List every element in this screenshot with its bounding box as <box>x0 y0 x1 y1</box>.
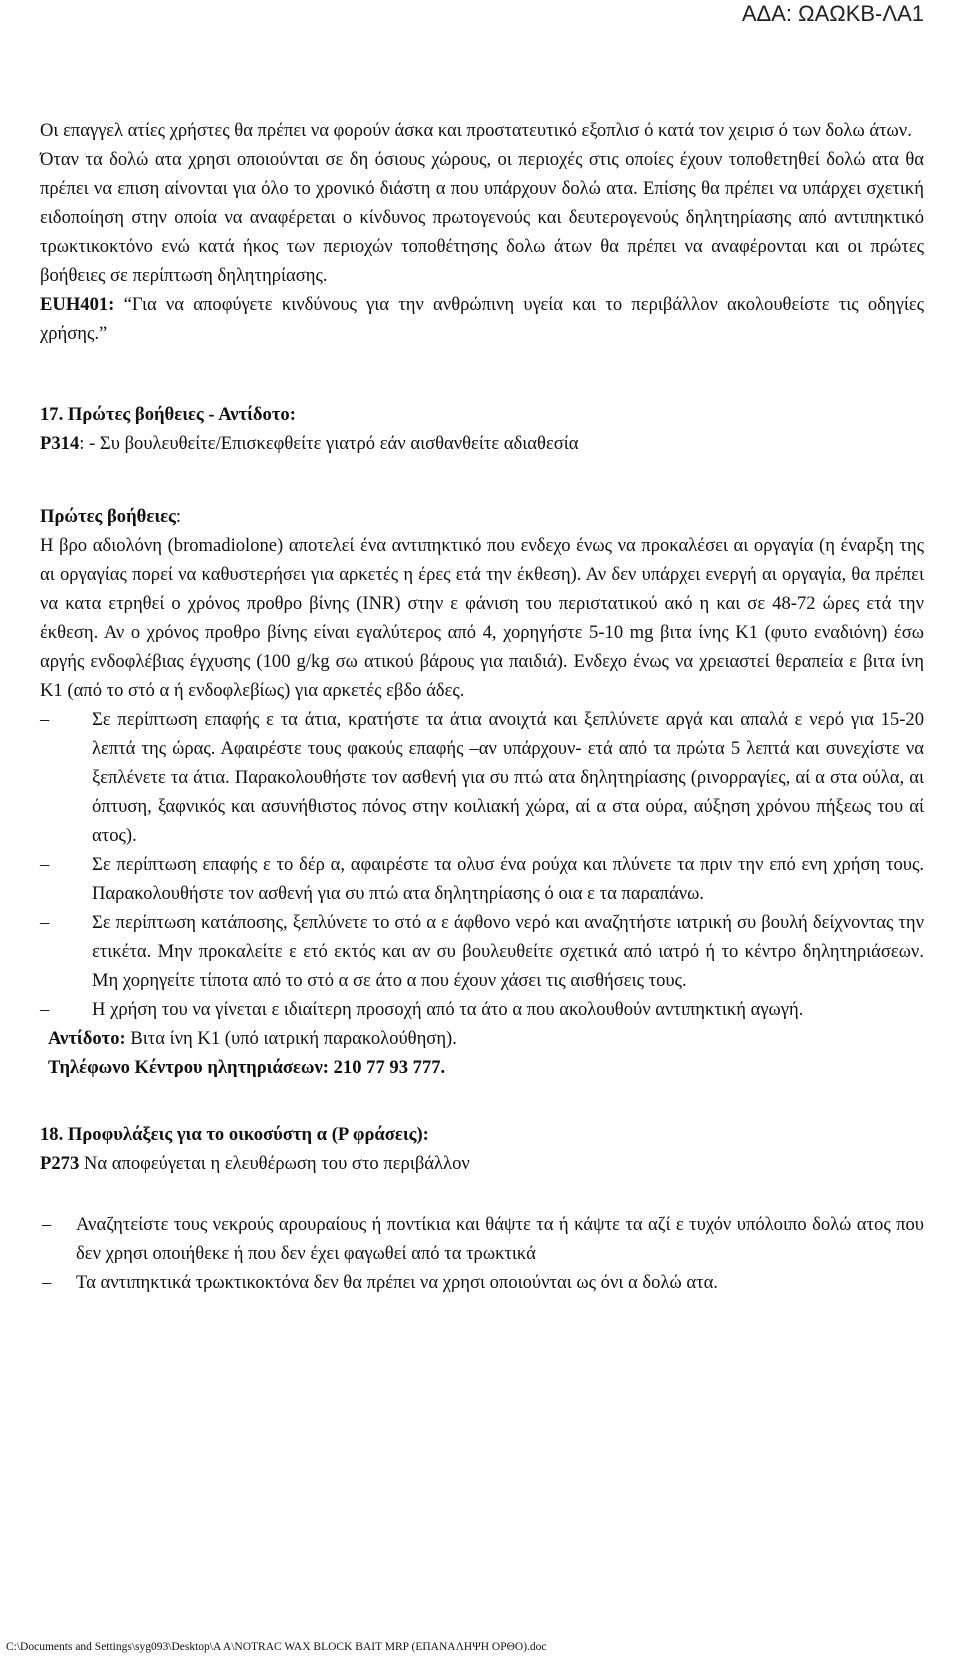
first-aid-text: Η βρο αδιολόνη (bromadiolone) αποτελεί ένα αντιπηκτικό που ενδεχο ένως να προκαλέσει αι οργαγία (η έναρξη της αι οργαγίας πορεί να καθυστερήσει για αρκετές η έρες ετά την έκθεση). Αν δεν υπάρχει ενεργή αι οργαγία, θα πρέπει να κατα ετρηθεί ο χρόνος προθρο βίνης (INR) στην ε φάνιση του περιστατικού ακό η και σε 48-72 ώρες ετά την έκθεση. Αν ο χρόνος προθρο βίνης είναι εγαλύτερος από 4, χορηγήστε 5-10 mg βιτα ίνης K1 (φυτο εναδιόνη) έσω αργής ενδοφλέβιας έγχυσης (100 g/kg σω ατικού βάρους για παιδιά). Ενδεχο ένως να χρειαστεί θεραπεία ε βιτα ίνη K1 (από το στό α ή ενδοφλεβίως) για αρκετές εβδο άδες. <box>40 535 924 701</box>
euh401-text: “Για να αποφύγετε κινδύνους για την ανθρώπινη υγεία και το περιβάλλον ακολουθείστε τις οδηγίες χρήσης.” <box>40 294 924 344</box>
file-path-footer: C:\Documents and Settings\syg093\Desktop\Α Α\NOTRAC WAX BLOCK BAIT MRP (ΕΠΑΝΑΛΗΨΗ ΟΡΘΟ).doc <box>6 1641 547 1653</box>
antidote-text: Βιτα ίνη Κ1 (υπό ιατρική παρακολούθηση). <box>125 1028 457 1049</box>
ada-header: ΑΔΑ: ΩΑΩΚΒ-ΛΑ1 <box>741 1 924 26</box>
list-item: – Σε περίπτωση επαφής ε τα άτια, κρατήστε τα άτια ανοιχτά και ξεπλύνετε αργά και απαλά ε νερό για 15-20 λεπτά της ώρας. Αφαιρέστε τους φακούς επαφής –αν υπάρχουν- ετά από τα πρώτα 5 λεπτά και συνεχίστε να ξεπλένετε τα άτια. Παρακολουθήστε τον ασθενή για συ πτώ ατα δηλητηρίασης (ρινορραγίες, αί α στα ούλα, αι όπτυση, ξαφνικός και ασυνήθιστος πόνος στην κοιλιακή χώρα, αί α στα ούρα, αύξηση χρόνου πήξεως του αί ατος). <box>40 705 924 850</box>
euh401-statement <box>40 290 924 348</box>
p314-statement <box>40 429 924 458</box>
section-18-title: 18. Προφυλάξεις για το οικοσύστη α (P φράσεις): <box>40 1124 429 1145</box>
p314-text: : - Συ βουλευθείτε/Επισκεφθείτε γιατρό εάν αισθανθείτε αδιαθεσία <box>79 433 579 454</box>
p273-text: Να αποφεύγεται η ελευθέρωση του στο περιβάλλον <box>79 1153 470 1174</box>
list-item: – Αναζητείστε τους νεκρούς αρουραίους ή ποντίκια και θάψτε τα ή κάψτε τα αζί ε τυχόν υπόλοιπο δολώ ατος που δεν χρησι οποιήθεκε ή που δεν έχει φαγωθεί από τα τρωκτικά <box>40 1210 924 1268</box>
section-17-title: 17. Πρώτες βοήθειες - Αντίδοτο: <box>40 404 296 425</box>
first-aid-list <box>40 705 924 1024</box>
intro-paragraph-2: Όταν τα δολώ ατα χρησι οποιούνται σε δη όσιους χώρους, οι περιοχές στις οποίες έχουν τοποθετηθεί δολώ ατα θα πρέπει να επιση αίνονται για όλο το χρονικό διάστη α που υπάρχουν δολώ ατα. Επίσης θα πρέπει να υπάρχει σχετική ειδοποίηση στην οποία να αναφέρεται ο κίνδυνος πρωτογενούς και δευτερογενούς δηλητηρίασης από αντιπηκτικό τρωκτικοκτόνο ενώ κατά ήκος των περιοχών τοποθέτησης δολω άτων θα πρέπει να αναφέρονται και οι πρώτες βοήθειες σε περίπτωση δηλητηρίασης. <box>40 149 924 286</box>
p273-code: P273 <box>40 1153 80 1174</box>
list-item: – Σε περίπτωση επαφής ε το δέρ α, αφαιρέστε τα ολυσ ένα ρούχα και πλύνετε τα πριν την επό ενη χρήση τους. Παρακολουθήστε τον ασθενή για συ πτώ ατα δηλητηρίασης ό οια ε τα παραπάνω. <box>40 850 924 908</box>
poison-center-phone: Τηλέφωνο Κέντρου ηλητηριάσεων: 210 77 93 777. <box>48 1057 446 1078</box>
list-item: – Τα αντιπηκτικά τρωκτικοκτόνα δεν θα πρέπει να χρησι οποιούνται ως όνι α δολώ ατα. <box>40 1268 924 1297</box>
p273-statement <box>40 1149 924 1178</box>
list-item: – Η χρήση του να γίνεται ε ιδιαίτερη προσοχή από τα άτο α που ακολουθούν αντιπηκτική αγωγή. <box>40 995 924 1024</box>
p314-code: P314 <box>40 433 80 454</box>
first-aid-heading <box>40 502 924 531</box>
ecosystem-list <box>40 1210 924 1297</box>
antidote-line <box>40 1024 924 1053</box>
euh401-code: EUH401: <box>40 294 115 315</box>
first-aid-heading-colon: : <box>175 506 182 527</box>
list-item: – Σε περίπτωση κατάποσης, ξεπλύνετε το στό α ε άφθονο νερό και αναζητήστε ιατρική συ βουλή δείχνοντας την ετικέτα. Μην προκαλείτε ε ετό εκτός και αν συ βουλευθείτε σχετικά από ιατρό ή το κέντρο δηλητηριάσεων. Μη χορηγείτε τίποτα από το στό α σε άτο α που έχουν χάσει τις αισθήσεις τους. <box>40 908 924 995</box>
antidote-label: Αντίδοτο: <box>48 1028 126 1049</box>
intro-paragraph-1: Οι επαγγελ ατίες χρήστες θα πρέπει να φορούν άσκα και προστατευτικό εξοπλισ ό κατά τον χειρισ ό των δολω άτων. <box>40 120 912 141</box>
first-aid-heading-label: Πρώτες βοήθειες <box>40 506 176 527</box>
document-page <box>40 116 924 1297</box>
